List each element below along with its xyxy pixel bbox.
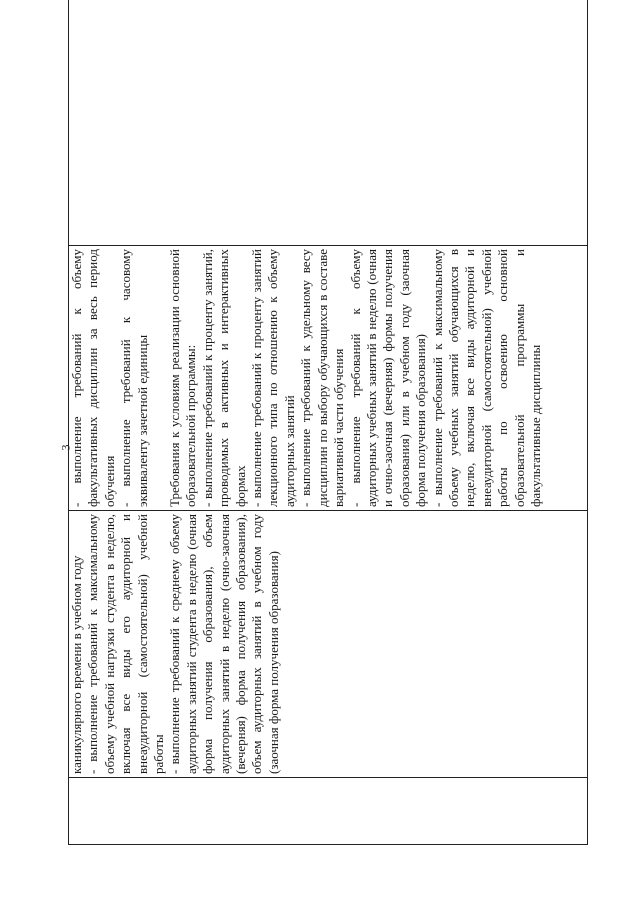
cell-paragraph: - выполнение требований к часовому эквиваленту зачетной единицы (118, 249, 150, 507)
cell-paragraph: - выполнение требований к проценту занятий лекционного типа по отношению к объему аудиторных занятий (249, 249, 297, 507)
page-number: 3 (58, 444, 73, 451)
requirements-cell (69, 511, 588, 778)
cell-paragraph: - выполнение требований к максимальному объему учебной нагрузки студента в неделю, включая все виды его аудиторной и внеаудиторной (самостоятельной) учебной работы (85, 514, 167, 774)
table-row (69, 0, 588, 845)
cell-paragraph: - выполнение требований к объему аудиторных учебных занятий в неделю (очная и очно-заочная (вечерняя) формы получения образования) или в учебном году (заочная форма получения образования) (347, 249, 429, 507)
cell-paragraph: Требования к условиям реализации основной образовательной программы: (167, 249, 199, 507)
cell-paragraph: - выполнение требований к среднему объему аудиторных занятий студента в неделю (очная форма получения образования), объем аудиторных занятий в неделю (очно-заочная (вечерняя) форма получения образования), объем аудиторных занятий в учебном году (заочная форма получения образования) (167, 514, 281, 774)
conditions-cell (69, 246, 588, 511)
cell-paragraph: - выполнение требований к проценту занятий, проводимых в активных и интерактивных формах (199, 249, 248, 507)
requirements-table (68, 0, 588, 845)
cell-paragraph: каникулярного времени в учебном году (69, 555, 84, 774)
cell-paragraph: - выполнение требований к максимальному объему учебных занятий обучающихся в неделю, включая все виды аудиторной и внеаудиторной (самостоятельной) учебной работы по освоению основной образовательной программы и факультативные дисциплины (429, 249, 543, 507)
empty-cell (69, 0, 588, 246)
rotated-document (68, 25, 588, 845)
cell-paragraph: - выполнение требований к объему факультативных дисциплин за весь период обучения (69, 249, 117, 507)
cell-paragraph: - выполнение требований к удельному весу дисциплин по выбору обучающихся в составе вариативной части обучения (298, 249, 347, 507)
empty-cell (69, 778, 588, 845)
